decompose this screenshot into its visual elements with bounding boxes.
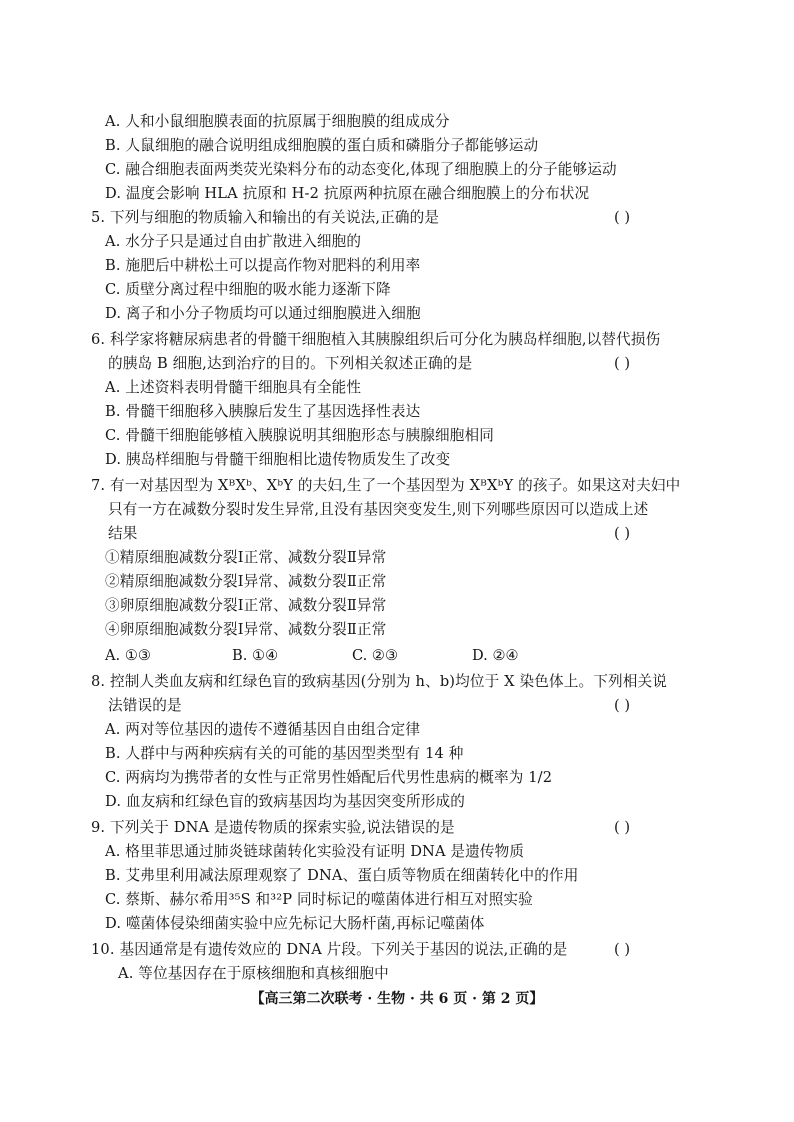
- q9-option-b: B. 艾弗里利用减法原理观察了 DNA、蛋白质等物质在细菌转化中的作用: [105, 867, 579, 884]
- q9-option-d: D. 噬菌体侵染细菌实验中应先标记大肠杆菌,再标记噬菌体: [105, 915, 485, 932]
- q5-option-c: C. 质壁分离过程中细胞的吸水能力逐渐下降: [105, 281, 391, 298]
- q7-statement-2: ②精原细胞减数分裂Ⅰ异常、减数分裂Ⅱ正常: [105, 573, 387, 590]
- q8-option-a: A. 两对等位基因的遗传不遵循基因自由组合定律: [105, 721, 421, 738]
- q6-option-a: A. 上述资料表明骨髓干细胞具有全能性: [105, 379, 362, 396]
- q7-stem-line3: 结果: [108, 525, 138, 542]
- q7-statement-3: ③卵原细胞减数分裂Ⅰ正常、减数分裂Ⅱ异常: [105, 597, 387, 614]
- q5-option-b: B. 施肥后中耕松土可以提高作物对肥料的利用率: [105, 257, 421, 274]
- q4-option-a: A. 人和小鼠细胞膜表面的抗原属于细胞膜的组成成分: [105, 113, 450, 130]
- q9-answer-paren: ( ): [614, 819, 631, 836]
- q9-option-a: A. 格里菲思通过肺炎链球菌转化实验没有证明 DNA 是遗传物质: [105, 843, 525, 860]
- page-footer: 【高三第二次联考 · 生物 · 共 6 页 · 第 2 页】: [250, 991, 544, 1007]
- q5-option-d: D. 离子和小分子物质均可以通过细胞膜进入细胞: [105, 305, 421, 322]
- q7-statement-1: ①精原细胞减数分裂Ⅰ正常、减数分裂Ⅱ异常: [105, 549, 387, 566]
- q4-option-d: D. 温度会影响 HLA 抗原和 H-2 抗原两种抗原在融合细胞膜上的分布状况: [105, 185, 590, 202]
- q5-answer-paren: ( ): [614, 209, 631, 226]
- q7-choice-d: D. ②④: [472, 647, 519, 664]
- q9-option-c: C. 蔡斯、赫尔希用³⁵S 和³²P 同时标记的噬菌体进行相互对照实验: [105, 891, 533, 908]
- q8-option-b: B. 人群中与两种疾病有关的可能的基因型类型有 14 种: [105, 745, 464, 762]
- q10-answer-paren: ( ): [614, 941, 631, 958]
- q6-option-b: B. 骨髓干细胞移入胰腺后发生了基因选择性表达: [105, 403, 421, 420]
- q8-answer-paren: ( ): [614, 697, 631, 714]
- q7-stem-line2: 只有一方在减数分裂时发生异常,且没有基因突变发生,则下列哪些原因可以造成上述: [108, 501, 649, 518]
- q6-option-d: D. 胰岛样细胞与骨髓干细胞相比遗传物质发生了改变: [105, 451, 451, 468]
- q6-stem-line1: 6. 科学家将糖尿病患者的骨髓干细胞植入其胰腺组织后可分化为胰岛样细胞,以替代损伤: [91, 331, 661, 348]
- q7-choice-c: C. ②③: [352, 647, 399, 664]
- q10-stem: 10. 基因通常是有遗传效应的 DNA 片段。下列关于基因的说法,正确的是: [91, 941, 568, 958]
- q9-stem: 9. 下列关于 DNA 是遗传物质的探索实验,说法错误的是: [91, 819, 455, 836]
- q8-option-c: C. 两病均为携带者的女性与正常男性婚配后代男性患病的概率为 1/2: [105, 769, 553, 786]
- q8-stem-line2: 法错误的是: [108, 697, 182, 714]
- q7-choice-b: B. ①④: [232, 647, 279, 664]
- q8-stem-line1: 8. 控制人类血友病和红绿色盲的致病基因(分别为 h、b)均位于 X 染色体上。下列相关说: [91, 673, 667, 690]
- q7-stem-line1: 7. 有一对基因型为 XᴮXᵇ、XᵇY 的夫妇,生了一个基因型为 XᴮXᵇY 的孩子。如果这对夫妇中: [91, 477, 681, 494]
- q7-statement-4: ④卵原细胞减数分裂Ⅰ异常、减数分裂Ⅱ正常: [105, 621, 387, 638]
- q6-option-c: C. 骨髓干细胞能够植入胰腺说明其细胞形态与胰腺细胞相同: [105, 427, 494, 444]
- q7-answer-paren: ( ): [614, 525, 631, 542]
- q4-option-c: C. 融合细胞表面两类荧光染料分布的动态变化,体现了细胞膜上的分子能够运动: [105, 161, 617, 178]
- q7-choice-a: A. ①③: [105, 647, 151, 664]
- q5-option-a: A. 水分子只是通过自由扩散进入细胞的: [105, 233, 362, 250]
- q6-stem-line2: 的胰岛 B 细胞,达到治疗的目的。下列相关叙述正确的是: [108, 355, 473, 372]
- q5-stem: 5. 下列与细胞的物质输入和输出的有关说法,正确的是: [91, 209, 440, 226]
- q4-option-b: B. 人鼠细胞的融合说明组成细胞膜的蛋白质和磷脂分子都能够运动: [105, 137, 539, 154]
- q6-answer-paren: ( ): [614, 355, 631, 372]
- q10-option-a: A. 等位基因存在于原核细胞和真核细胞中: [118, 965, 389, 982]
- q8-option-d: D. 血友病和红绿色盲的致病基因均为基因突变所形成的: [105, 793, 466, 810]
